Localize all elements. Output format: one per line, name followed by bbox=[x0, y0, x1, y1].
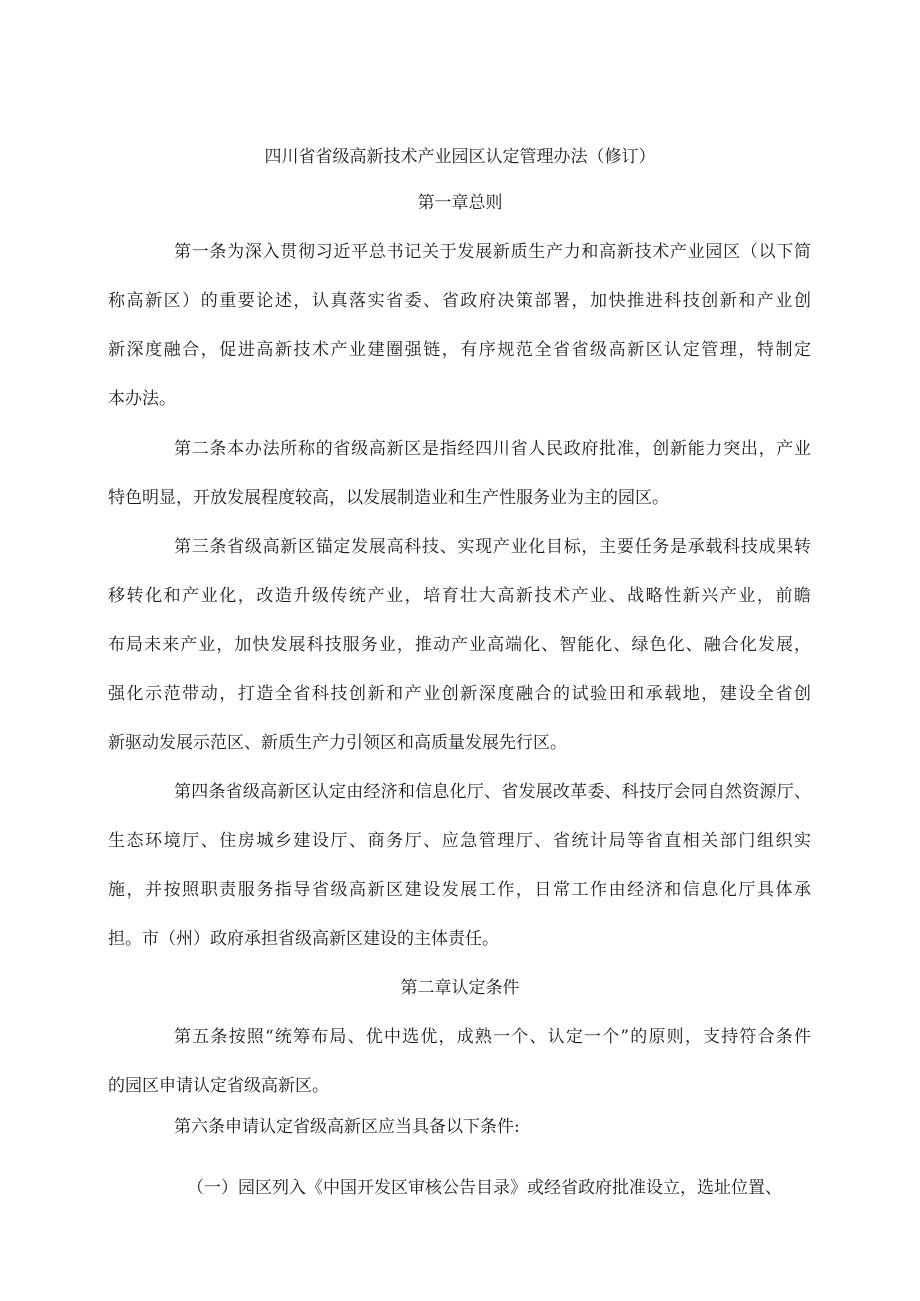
article-4-line-2: 生态环境厅、住房城乡建设厅、商务厅、应急管理厅、省统计局等省直相关部门组织实 bbox=[108, 831, 811, 851]
article-2-line-1: 第二条本办法所称的省级高新区是指经四川省人民政府批准，创新能力突出，产业 bbox=[174, 439, 811, 459]
chapter-1-heading: 第一章总则 bbox=[417, 193, 503, 213]
article-3-line-1: 第三条省级高新区锚定发展高科技、实现产业化目标，主要任务是承载科技成果转 bbox=[174, 537, 811, 557]
article-4-line-4: 担。市（州）政府承担省级高新区建设的主体责任。 bbox=[108, 929, 499, 949]
article-4-line-3: 施，并按照职责服务指导省级高新区建设发展工作，日常工作由经济和信息化厅具体承 bbox=[108, 880, 811, 900]
article-4-line-1: 第四条省级高新区认定由经济和信息化厅、省发展改革委、科技厅会同自然资源厅、 bbox=[174, 782, 811, 802]
article-1-line-1: 第一条为深入贯彻习近平总书记关于发展新质生产力和高新技术产业园区（以下简 bbox=[174, 242, 811, 262]
item-1-line-1: （一）园区列入《中国开发区审核公告目录》或经省政府批准设立，选址位置、 bbox=[187, 1178, 782, 1198]
article-2-line-2: 特色明显，开放发展程度较高，以发展制造业和生产性服务业为主的园区。 bbox=[108, 488, 669, 508]
article-1-line-3: 新深度融合，促进高新技术产业建圈强链，有序规范全省省级高新区认定管理，特制定 bbox=[108, 340, 811, 360]
article-1-line-4: 本办法。 bbox=[108, 389, 176, 409]
article-3-line-2: 移转化和产业化，改造升级传统产业，培育壮大高新技术产业、战略性新兴产业，前瞻 bbox=[108, 586, 811, 606]
article-3-line-4: 强化示范带动，打造全省科技创新和产业创新深度融合的试验田和承载地，建设全省创 bbox=[108, 684, 811, 704]
article-5-line-2: 的园区申请认定省级高新区。 bbox=[108, 1076, 329, 1096]
article-6-line-1: 第六条申请认定省级高新区应当具备以下条件: bbox=[174, 1117, 520, 1137]
article-3-line-5: 新驱动发展示范区、新质生产力引领区和高质量发展先行区。 bbox=[108, 733, 567, 753]
chapter-2-heading: 第二章认定条件 bbox=[400, 978, 520, 998]
article-5-line-1: 第五条按照“统筹布局、优中选优，成熟一个、认定一个”的原则，支持符合条件 bbox=[174, 1027, 811, 1047]
document-title: 四川省省级高新技术产业园区认定管理办法（修订） bbox=[264, 147, 656, 167]
article-3-line-3: 布局未来产业，加快发展科技服务业，推动产业高端化、智能化、绿色化、融合化发展， bbox=[108, 635, 811, 655]
article-1-line-2: 称高新区）的重要论述，认真落实省委、省政府决策部署，加快推进科技创新和产业创 bbox=[108, 291, 811, 311]
